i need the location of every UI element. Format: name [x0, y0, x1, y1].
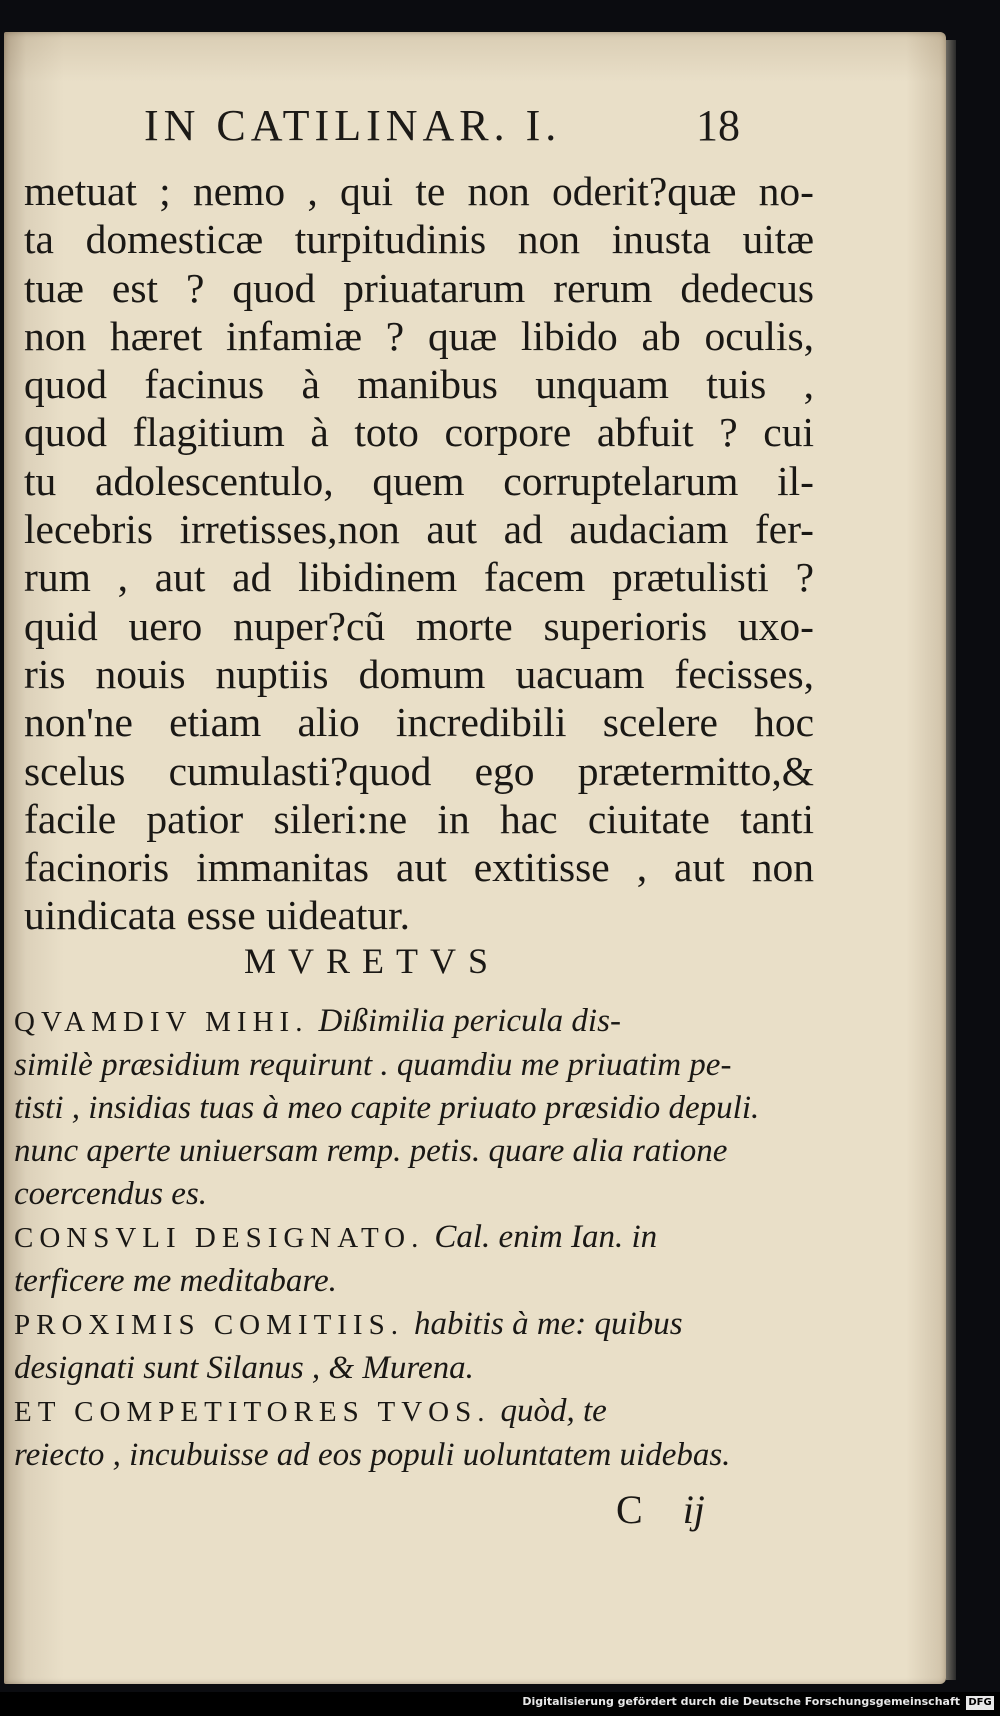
page-edge — [946, 40, 956, 1680]
footer-credit: Digitalisierung gefördert durch die Deutsche Forschungsgemeinschaft — [522, 1695, 960, 1708]
note-line: tisti , insidias tuas à meo capite priuato præsidio depuli. — [14, 1090, 760, 1126]
signature-letter: C — [616, 1487, 643, 1532]
text-line: facile patior sileri:ne in hac ciuitate tanti — [24, 795, 814, 842]
book-page — [4, 32, 946, 1684]
note-competitores — [14, 1390, 804, 1477]
text-line: ris nouis nuptiis domum uacuam fecisses, — [24, 650, 814, 697]
signature-number: ij — [682, 1487, 705, 1532]
text-line: uindicata esse uideatur. — [24, 892, 411, 939]
commentary-heading: MVRETVS — [244, 941, 501, 981]
dfg-logo-icon: DFG — [966, 1696, 994, 1710]
note-line — [14, 1303, 804, 1347]
note-line: designati sunt Silanus , & Murena. — [14, 1350, 474, 1386]
text-line: quod flagitium à toto corpore abfuit ? cui — [24, 409, 814, 456]
folio-number: 18 — [696, 101, 740, 150]
note-lemma: QVAMDIV MIHI. — [14, 1006, 309, 1038]
text-line: tuæ est ? quod priuatarum rerum dedecus — [24, 264, 814, 311]
commentary-notes — [14, 1000, 804, 1477]
note-line — [14, 1390, 804, 1434]
main-text — [24, 167, 814, 940]
note-consuli — [14, 1216, 804, 1303]
text-line: non hæret infamiæ ? quæ libido ab oculis, — [24, 312, 814, 359]
signature-mark — [616, 1486, 776, 1533]
page-header — [4, 100, 946, 160]
text-line: tu adolescentulo, quem corruptelarum il- — [24, 457, 814, 504]
note-lemma: ET COMPETITORES TVOS. — [14, 1396, 491, 1428]
text-line: quid uero nuper?cũ morte superioris uxo- — [24, 602, 814, 649]
text-line: ta domesticæ turpitudinis non inusta uitæ — [24, 216, 814, 263]
note-line — [14, 1000, 804, 1044]
text-line: metuat ; nemo , qui te non oderit?quæ no- — [24, 168, 814, 214]
text-line: lecebris irretisses,non aut ad audaciam fer- — [24, 506, 814, 553]
note-text: Dißimilia pericula dis- — [318, 1003, 621, 1039]
footer-bar — [0, 1692, 1000, 1716]
note-line: similè præsidium requirunt . quamdiu me priuatim pe- — [14, 1047, 732, 1083]
note-lemma: PROXIMIS COMITIIS. — [14, 1309, 404, 1341]
note-lemma: CONSVLI DESIGNATO. — [14, 1222, 425, 1254]
note-text: quòd, te — [500, 1393, 607, 1429]
note-proximis — [14, 1303, 804, 1390]
note-line: nunc aperte uniuersam remp. petis. quare alia ratione — [14, 1133, 728, 1169]
note-line: coercendus es. — [14, 1176, 208, 1212]
running-title: IN CATILINAR. I. — [144, 101, 562, 150]
text-line: non'ne etiam alio incredibili scelere hoc — [24, 699, 814, 746]
note-quamdiu — [14, 1000, 804, 1216]
note-line — [14, 1216, 804, 1260]
text-line: quod facinus à manibus unquam tuis , — [24, 361, 814, 408]
text-line: scelus cumulasti?quod ego prætermitto,& — [24, 747, 814, 794]
text-line: facinoris immanitas aut extitisse , aut non — [24, 844, 814, 891]
note-line: reiecto , incubuisse ad eos populi uoluntatem uidebas. — [14, 1437, 731, 1473]
text-line: rum , aut ad libidinem facem prætulisti ? — [24, 554, 814, 601]
note-line: terficere me meditabare. — [14, 1263, 337, 1299]
note-text: Cal. enim Ian. in — [434, 1219, 658, 1255]
note-text: habitis à me: quibus — [413, 1306, 683, 1342]
